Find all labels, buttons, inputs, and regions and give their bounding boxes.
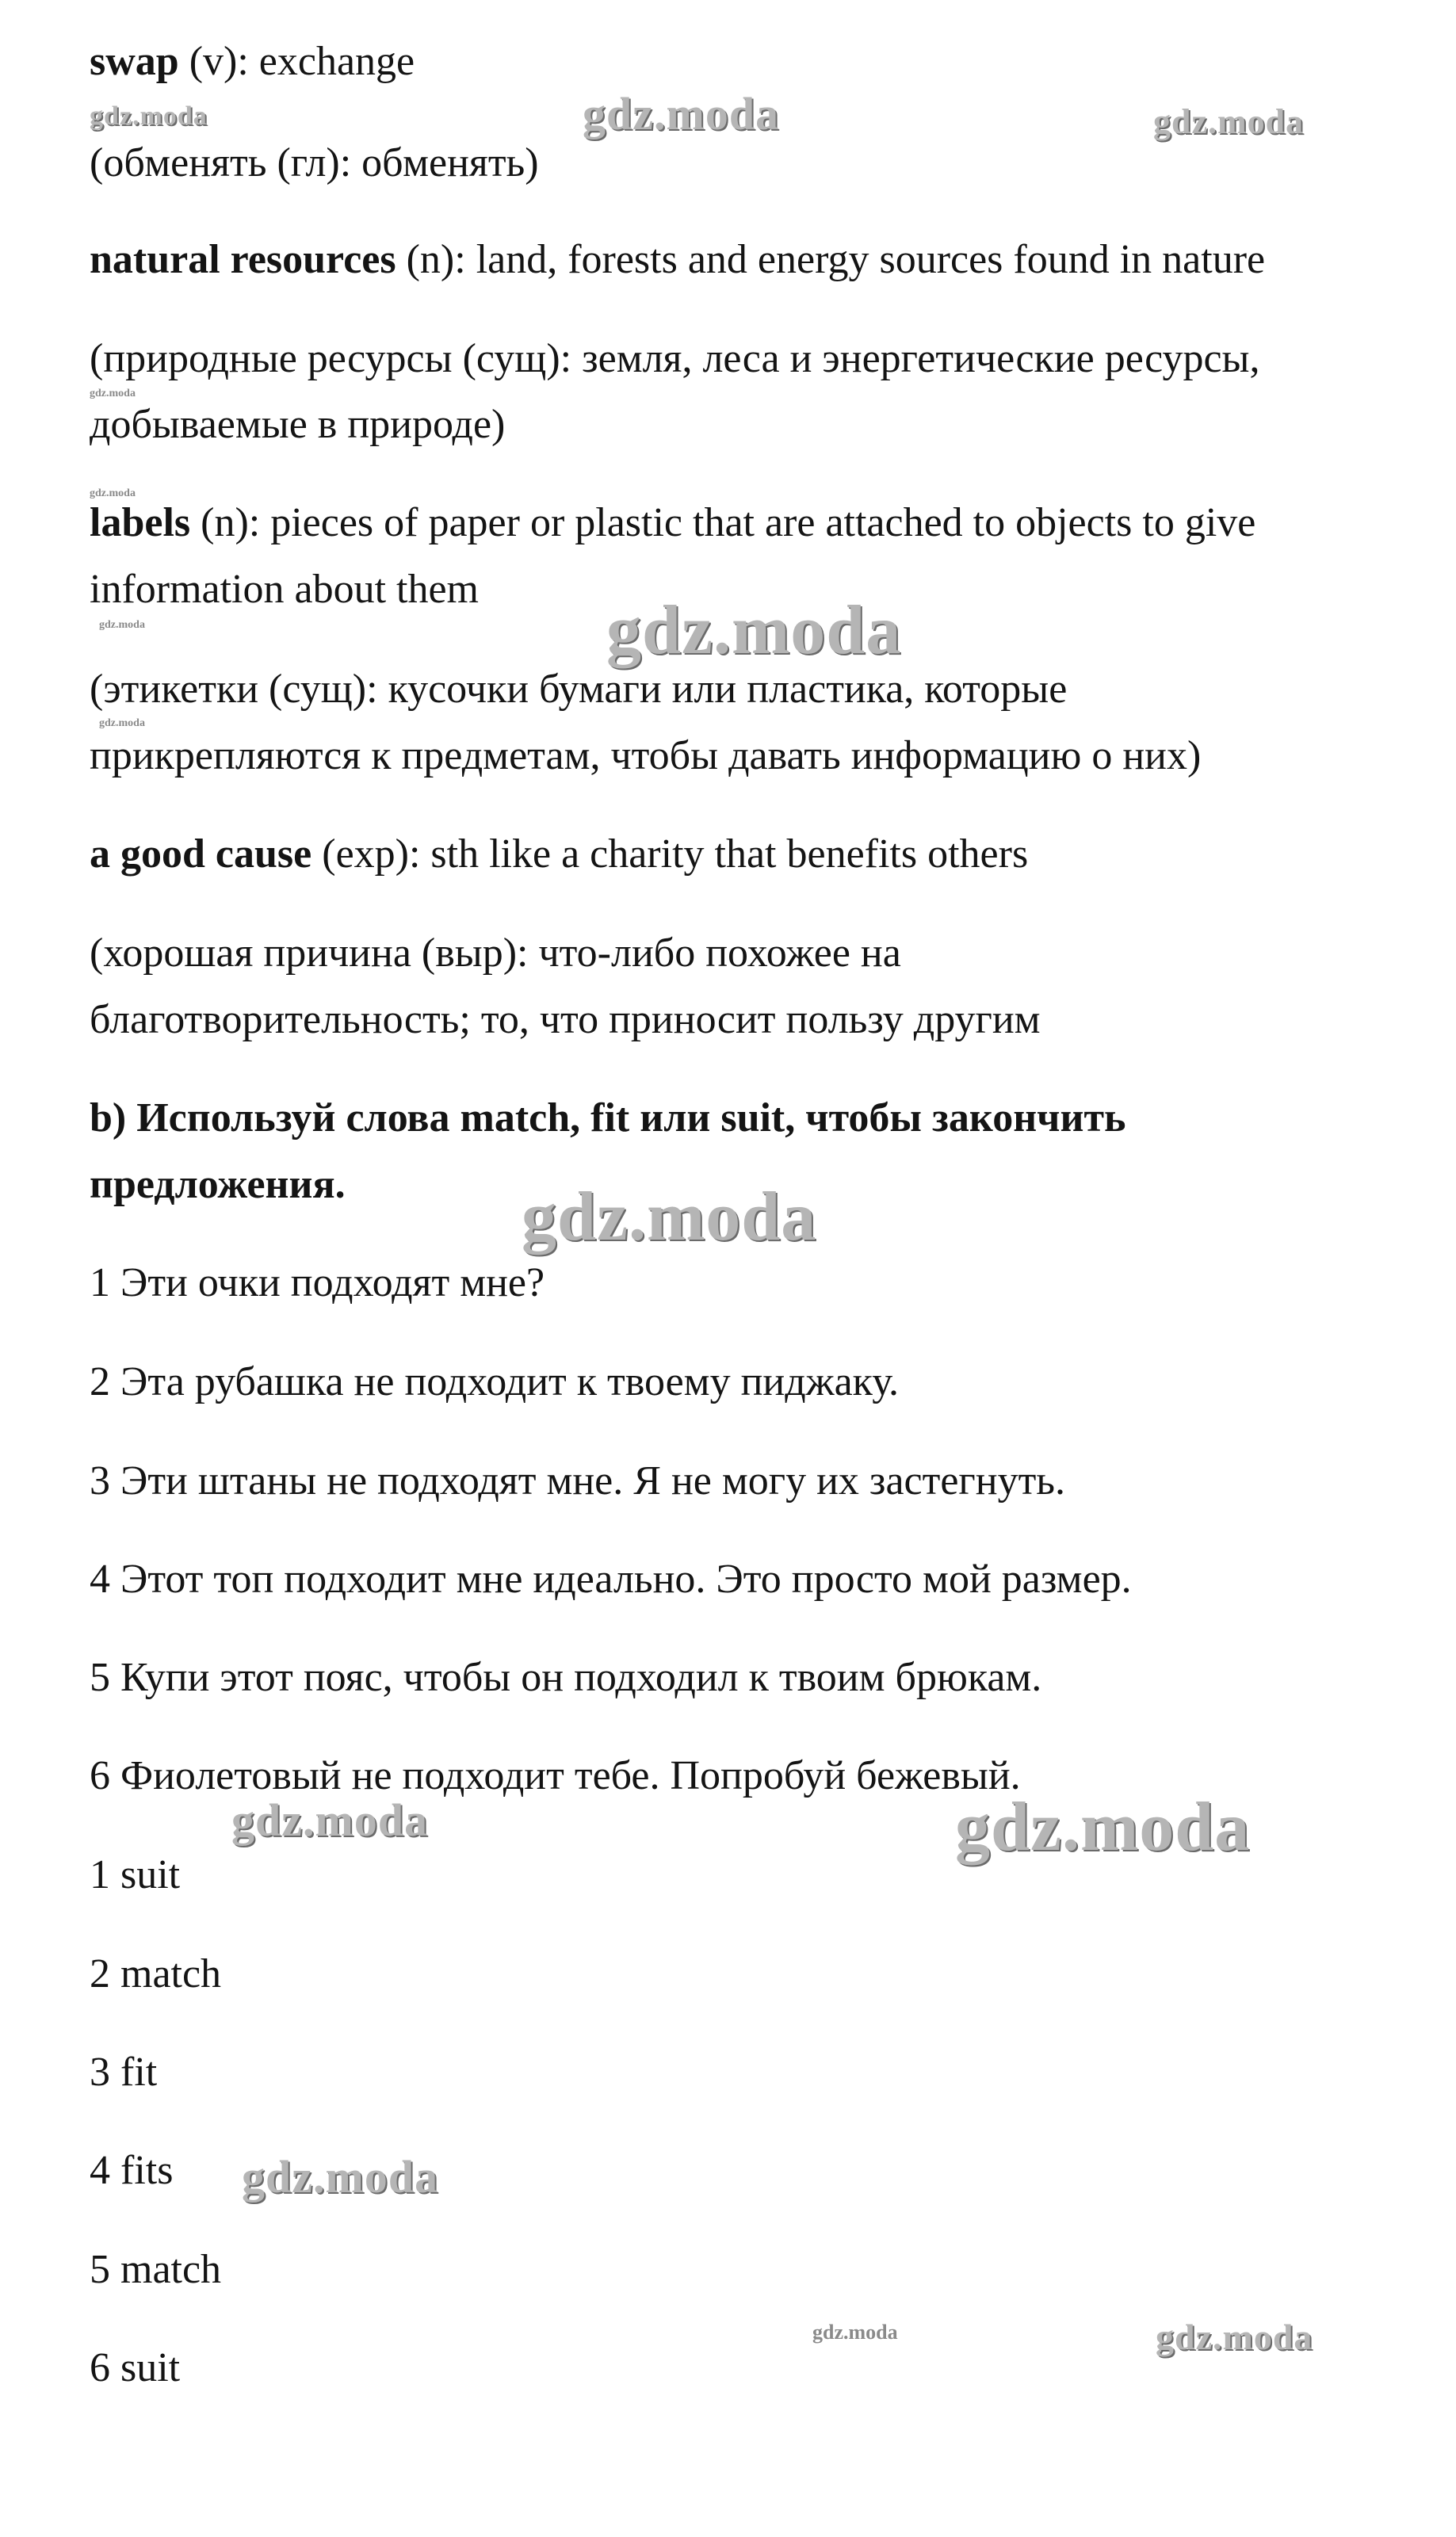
entry-definition: (v): exchange	[178, 39, 415, 84]
watermark: gdz.moda	[812, 2321, 898, 2344]
watermark: gdz.moda	[90, 101, 208, 131]
watermark: gdz.moda	[99, 717, 145, 729]
watermark: gdz.moda	[242, 2151, 439, 2203]
entry-swap-translation: (обменять (гл): обменять)	[90, 140, 539, 185]
entry-definition: (n): land, forests and energy sources found in nature	[396, 237, 1266, 282]
watermark: gdz.moda	[99, 619, 145, 631]
entry-natural-resources-translation-2: добываемые в природе)	[90, 402, 506, 447]
watermark: gdz.moda	[522, 1179, 817, 1255]
entry-term: swap	[90, 39, 179, 84]
answer-3: 3 fit	[90, 2050, 158, 2095]
task-heading-2: предложения.	[90, 1162, 346, 1207]
answer-4: 4 fits	[90, 2148, 174, 2193]
entry-good-cause-translation-2: благотворительность; то, что приносит пользу другим	[90, 997, 1041, 1042]
entry-labels	[90, 499, 1255, 547]
entry-labels-translation-1: (этикетки (сущ): кусочки бумаги или пластика, которые	[90, 667, 1068, 712]
entry-natural-resources	[90, 236, 1265, 284]
watermark: gdz.moda	[231, 1794, 429, 1846]
answer-1: 1 suit	[90, 1852, 181, 1897]
watermark: gdz.moda	[1156, 2317, 1313, 2357]
watermark: gdz.moda	[606, 592, 902, 669]
entry-definition: (exp): sth like a charity that benefits others	[311, 831, 1029, 877]
sentence-4: 4 Этот топ подходит мне идеально. Это просто мой размер.	[90, 1557, 1132, 1602]
watermark: gdz.moda	[1153, 102, 1305, 141]
entry-good-cause-translation-1: (хорошая причина (выр): что-либо похожее на	[90, 930, 901, 976]
answer-6: 6 suit	[90, 2345, 181, 2390]
entry-labels-definition-2: information about them	[90, 567, 480, 612]
entry-labels-translation-2: прикрепляются к предметам, чтобы давать информацию о них)	[90, 733, 1202, 778]
watermark: gdz.moda	[90, 388, 136, 399]
task-heading-1: b) Используй слова match, fit или suit, чтобы закончить	[90, 1095, 1126, 1141]
sentence-3: 3 Эти штаны не подходят мне. Я не могу их застегнуть.	[90, 1458, 1066, 1503]
sentence-2: 2 Эта рубашка не подходит к твоему пиджаку.	[90, 1359, 900, 1404]
entry-definition: (n): pieces of paper or plastic that are attached to objects to give	[190, 500, 1256, 545]
sentence-1: 1 Эти очки подходят мне?	[90, 1260, 545, 1305]
entry-natural-resources-translation-1: (природные ресурсы (сущ): земля, леса и энергетические ресурсы,	[90, 336, 1260, 381]
entry-swap	[90, 38, 415, 86]
entry-term: natural resources	[90, 237, 396, 282]
watermark: gdz.moda	[583, 88, 780, 139]
sentence-5: 5 Купи этот пояс, чтобы он подходил к твоим брюкам.	[90, 1655, 1042, 1700]
watermark: gdz.moda	[955, 1789, 1251, 1866]
sentence-6: 6 Фиолетовый не подходит тебе. Попробуй бежевый.	[90, 1753, 1021, 1798]
entry-good-cause	[90, 831, 1028, 878]
watermark: gdz.moda	[90, 487, 136, 499]
entry-term: a good cause	[90, 831, 312, 877]
answer-2: 2 match	[90, 1951, 222, 1996]
answer-5: 5 match	[90, 2247, 222, 2292]
entry-term: labels	[90, 500, 191, 545]
